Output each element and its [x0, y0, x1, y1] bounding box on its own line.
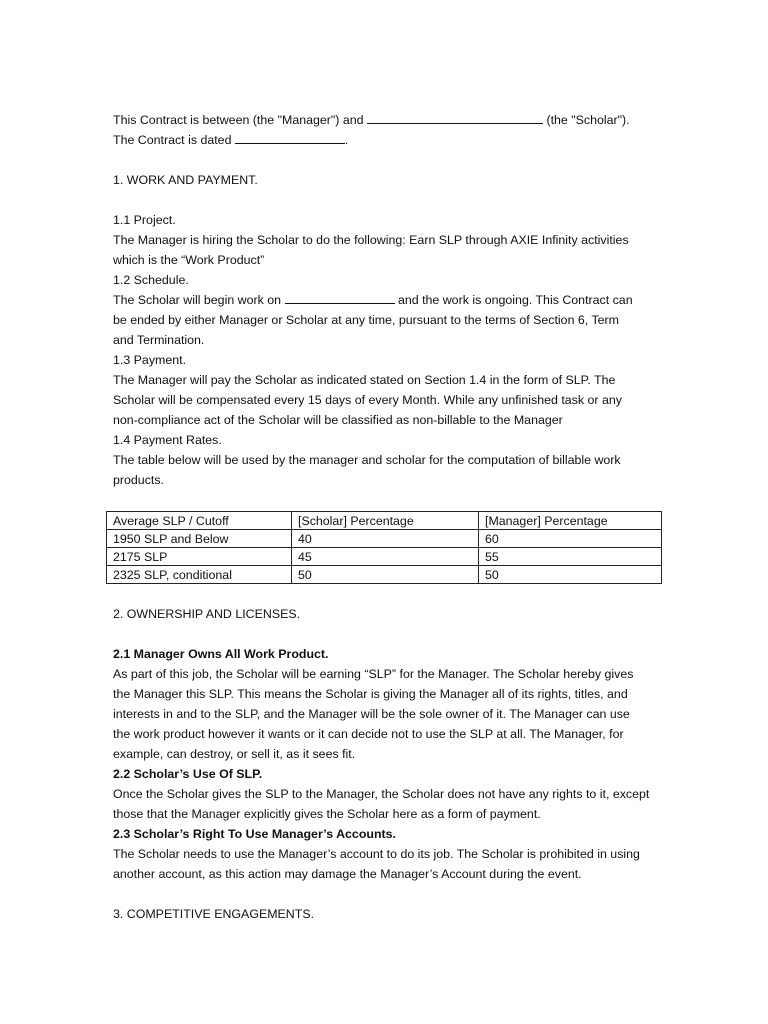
table-header-cell: [Scholar] Percentage [292, 512, 479, 530]
section-1-2-line: and Termination. [113, 333, 205, 347]
scholar-name-blank [367, 110, 543, 124]
section-2-3-heading: 2.3 Scholar’s Right To Use Manager’s Accounts. [113, 827, 396, 841]
section-2-2-line: those that the Manager explicitly gives the Scholar here as a form of payment. [113, 807, 541, 821]
section-1-2-line: be ended by either Manager or Scholar at any time, pursuant to the terms of Section 6, Term [113, 313, 619, 327]
section-2-2-heading: 2.2 Scholar’s Use Of SLP. [113, 767, 263, 781]
section-2-1-line: interests in and to the SLP, and the Manager will be the sole owner of it. The Manager can use [113, 707, 630, 721]
table-cell: 2325 SLP, conditional [107, 566, 292, 584]
table-cell: 40 [292, 530, 479, 548]
table-header-cell: Average SLP / Cutoff [107, 512, 292, 530]
table-cell: 50 [479, 566, 662, 584]
section-2-1-line: the work product however it wants or it can decide not to use the SLP at all. The Manager, for [113, 727, 624, 741]
section-1-4-line: The table below will be used by the manager and scholar for the computation of billable work [113, 453, 621, 467]
section-1-3-line: non-compliance act of the Scholar will be classified as non-billable to the Manager [113, 413, 563, 427]
intro-date-period: . [344, 133, 349, 147]
table-cell: 55 [479, 548, 662, 566]
table-cell: 50 [292, 566, 479, 584]
table-cell: 1950 SLP and Below [107, 530, 292, 548]
section-2-heading: 2. OWNERSHIP AND LICENSES. [113, 607, 301, 621]
section-2-1-heading: 2.1 Manager Owns All Work Product. [113, 647, 329, 661]
start-date-blank [285, 290, 395, 304]
section-2-1-line: example, can destroy, or sell it, as it sees fit. [113, 747, 356, 761]
intro-scholar-text: (the "Scholar"). [546, 113, 630, 127]
section-1-3-line: The Manager will pay the Scholar as indicated stated on Section 1.4 in the form of SLP. The [113, 373, 616, 387]
section-1-2-line [113, 290, 653, 310]
section-2-3-line: another account, as this action may damage the Manager’s Account during the event. [113, 867, 582, 881]
table-cell: 60 [479, 530, 662, 548]
section-2-3-line: The Scholar needs to use the Manager’s account to do its job. The Scholar is prohibited in using [113, 847, 640, 861]
contract-top-block [113, 110, 653, 490]
payment-rates-table [106, 511, 662, 584]
section-1-1-line: The Manager is hiring the Scholar to do the following: Earn SLP through AXIE Infinity activities [113, 233, 629, 247]
section-2-1-line: the Manager this SLP. This means the Scholar is giving the Manager all of its rights, titles, and [113, 687, 628, 701]
section-1-1-heading: 1.1 Project. [113, 213, 176, 227]
table-row [107, 530, 662, 548]
section-1-2-heading: 1.2 Schedule. [113, 273, 189, 287]
intro-date-text: The Contract is dated [113, 133, 232, 147]
schedule-ongoing-text: and the work is ongoing. This Contract can [397, 293, 633, 307]
table-header-row [107, 512, 662, 530]
section-1-1-line: which is the “Work Product” [113, 253, 265, 267]
table-cell: 2175 SLP [107, 548, 292, 566]
intro-line-2 [113, 130, 653, 150]
section-3-heading: 3. COMPETITIVE ENGAGEMENTS. [113, 907, 315, 921]
section-1-4-line: products. [113, 473, 164, 487]
contract-date-blank [235, 130, 345, 144]
section-1-heading: 1. WORK AND PAYMENT. [113, 173, 258, 187]
table-cell: 45 [292, 548, 479, 566]
section-2-1-line: As part of this job, the Scholar will be earning “SLP” for the Manager. The Scholar hereby gives [113, 667, 634, 681]
section-1-4-heading: 1.4 Payment Rates. [113, 433, 222, 447]
contract-bottom-block [113, 604, 658, 924]
section-1-3-line: Scholar will be compensated every 15 days of every Month. While any unfinished task or any [113, 393, 622, 407]
intro-parties-text: This Contract is between (the "Manager") and [113, 113, 364, 127]
section-1-3-heading: 1.3 Payment. [113, 353, 187, 367]
intro-line-1 [113, 110, 653, 130]
table-row [107, 566, 662, 584]
section-2-2-line: Once the Scholar gives the SLP to the Manager, the Scholar does not have any rights to it, except [113, 787, 650, 801]
table-row [107, 548, 662, 566]
schedule-start-text: The Scholar will begin work on [113, 293, 282, 307]
table-header-cell: [Manager] Percentage [479, 512, 662, 530]
